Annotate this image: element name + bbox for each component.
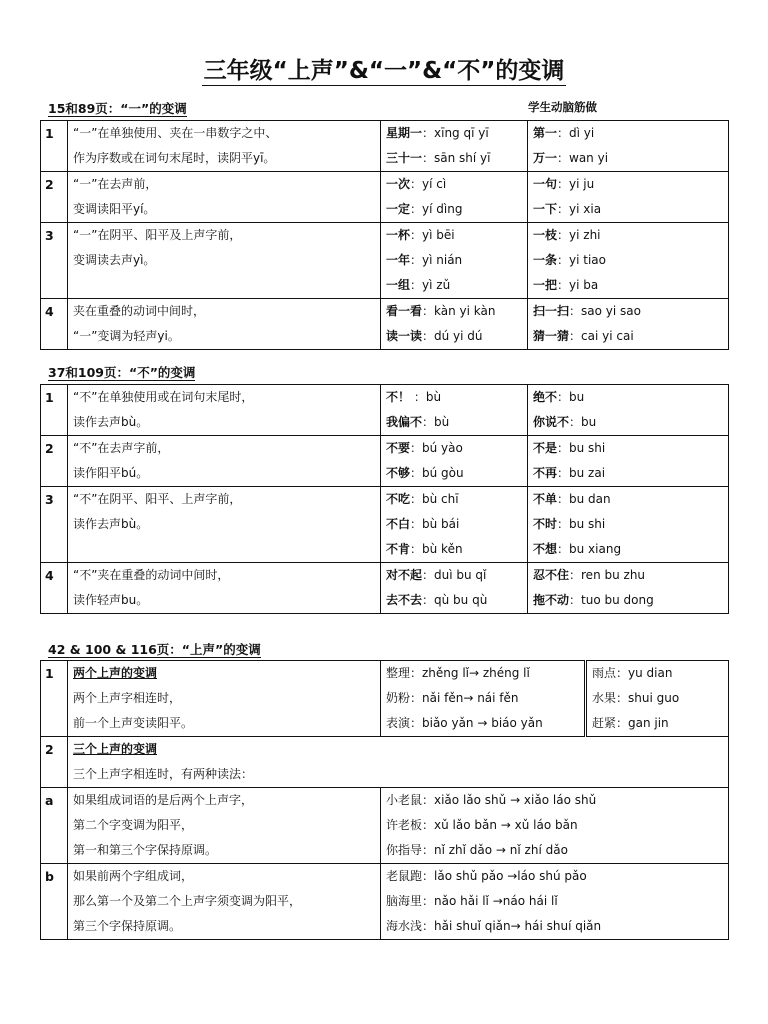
- word: 不再: [533, 466, 558, 480]
- example-cell: 小老鼠：xiǎo lǎo shǔ → xiǎo láo shǔ 许老板：xǔ lǎo bǎn → xǔ láo bǎn 你指导：nǐ zhǐ dǎo → nǐ zhí dǎo: [381, 788, 729, 864]
- row-number: 4: [41, 563, 68, 614]
- pinyin: ：bù kěn: [410, 542, 463, 556]
- exercise-cell: [528, 299, 729, 350]
- row-number: 1: [41, 385, 68, 436]
- pinyin: ：ren bu zhu: [569, 568, 646, 582]
- word: 一枝: [533, 228, 558, 242]
- word: 不！: [386, 390, 411, 404]
- exercise-cell: [528, 436, 729, 487]
- pinyin: ：yi xia: [557, 202, 602, 216]
- rule-cell: 如果组成词语的是后两个上声字， 第二个字变调为阳平， 第一和第三个字保持原调。: [68, 788, 381, 864]
- word: 星期一: [386, 126, 423, 140]
- word: 一杯: [386, 228, 411, 242]
- row-number: 2: [41, 172, 68, 223]
- table-row: [41, 121, 729, 172]
- pinyin: ：yí dìng: [410, 202, 463, 216]
- word: 一次: [386, 177, 411, 191]
- pinyin: ：kàn yi kàn: [422, 304, 496, 318]
- rule-cell: “一”在去声前， 变调读阳平yí。: [68, 172, 381, 223]
- rule-cell: “不”在单独使用或在词句末尾时， 读作去声bù。: [68, 385, 381, 436]
- example-cell: [381, 172, 528, 223]
- table-row: [41, 172, 729, 223]
- example-cell: [381, 487, 528, 563]
- table-yi: [40, 120, 729, 350]
- word: 扫一扫: [533, 304, 570, 318]
- pinyin: ：bù: [410, 390, 442, 404]
- rule-cell: 夹在重叠的动词中间时， “一”变调为轻声yi。: [68, 299, 381, 350]
- pinyin: ：bu dan: [557, 492, 611, 506]
- table-row: [41, 661, 729, 737]
- word: 不吃: [386, 492, 411, 506]
- row-number: 3: [41, 223, 68, 299]
- word: 一条: [533, 253, 558, 267]
- example-cell: [381, 436, 528, 487]
- pinyin: ：sao yi sao: [569, 304, 641, 318]
- exercise-cell: 雨点：yu dian 水果：shui guo 赶紧：gan jin: [586, 661, 729, 737]
- pinyin: ：xīng qī yī: [422, 126, 489, 140]
- exercise-cell: [528, 385, 729, 436]
- word: 我偏不: [386, 415, 423, 429]
- section-heading-bu: 37和109页：“不”的变调: [48, 365, 196, 380]
- exercise-cell: [528, 223, 729, 299]
- word: 三十一: [386, 151, 423, 165]
- page-title: 三年级“上声”&“一”&“不”的变调: [203, 58, 565, 84]
- table-row: [41, 487, 729, 563]
- pinyin: ：dì yi: [557, 126, 595, 140]
- word: 对不起: [386, 568, 423, 582]
- table-row: [41, 737, 729, 788]
- word: 不想: [533, 542, 558, 556]
- word: 一下: [533, 202, 558, 216]
- row-number: 2: [41, 737, 68, 788]
- word: 读一读: [386, 329, 423, 343]
- word: 一句: [533, 177, 558, 191]
- pinyin: ：bú yào: [410, 441, 463, 455]
- word: 不要: [386, 441, 411, 455]
- row-number: 1: [41, 661, 68, 737]
- row-number: 1: [41, 121, 68, 172]
- example-cell: [381, 563, 528, 614]
- table-row: [41, 385, 729, 436]
- word: 一组: [386, 278, 411, 292]
- pinyin: ：bu xiang: [557, 542, 622, 556]
- pinyin: ：dú yi dú: [422, 329, 483, 343]
- pinyin: ：yi zhi: [557, 228, 601, 242]
- exercise-cell: [528, 563, 729, 614]
- table-shangsheng: [40, 660, 729, 940]
- pinyin: ：bú gòu: [410, 466, 464, 480]
- rule-cell: 两个上声的变调 两个上声字相连时， 前一个上声变读阳平。: [68, 661, 381, 737]
- word: 不时: [533, 517, 558, 531]
- exercise-cell: [528, 487, 729, 563]
- word: 万一: [533, 151, 558, 165]
- table-row: [41, 563, 729, 614]
- word: 不肯: [386, 542, 411, 556]
- rule-cell: “不”在去声字前， 读作阳平bú。: [68, 436, 381, 487]
- pinyin: ：yì zǔ: [410, 278, 451, 292]
- rule-cell: “一”在阴平、阳平及上声字前， 变调读去声yì。: [68, 223, 381, 299]
- pinyin: ：wan yi: [557, 151, 609, 165]
- row-number: 2: [41, 436, 68, 487]
- pinyin: ：duì bu qǐ: [422, 568, 487, 582]
- word: 不够: [386, 466, 411, 480]
- word: 一年: [386, 253, 411, 267]
- table-row: [41, 223, 729, 299]
- pinyin: ：bu: [557, 390, 585, 404]
- example-cell: [381, 299, 528, 350]
- section-heading-shangsheng: 42 & 100 & 116页：“上声”的变调: [48, 642, 261, 657]
- row-number: a: [41, 788, 68, 864]
- table-row: [41, 299, 729, 350]
- pinyin: ：tuo bu dong: [569, 593, 654, 607]
- example-cell: [381, 121, 528, 172]
- word: 一定: [386, 202, 411, 216]
- pinyin: ：bù chī: [410, 492, 459, 506]
- pinyin: ：yi ju: [557, 177, 595, 191]
- rule-cell: “不”在阴平、阳平、上声字前， 读作去声bù。: [68, 487, 381, 563]
- table-row: [41, 864, 729, 940]
- section-heading-yi: 15和89页：“一”的变调: [48, 101, 187, 116]
- pinyin: ：yi tiao: [557, 253, 607, 267]
- word: 去不去: [386, 593, 423, 607]
- pinyin: ：bù: [422, 415, 450, 429]
- pinyin: ：qù bu qù: [422, 593, 488, 607]
- pinyin: ：bu: [569, 415, 597, 429]
- exercise-cell: [528, 172, 729, 223]
- rule-cell: “一”在单独使用、夹在一串数字之中、 作为序数或在词句末尾时，读阴平yī。: [68, 121, 381, 172]
- pinyin: ：sān shí yī: [422, 151, 491, 165]
- word: 不是: [533, 441, 558, 455]
- word: 绝不: [533, 390, 558, 404]
- pinyin: ：cai yi cai: [569, 329, 634, 343]
- example-cell: 整理：zhěng lǐ→ zhéng lǐ 奶粉：nǎi fěn→ nái fěn 表演：biǎo yǎn → biáo yǎn: [381, 661, 586, 737]
- pinyin: ：bu shi: [557, 441, 606, 455]
- exercise-cell: [528, 121, 729, 172]
- row-number: b: [41, 864, 68, 940]
- word: 第一: [533, 126, 558, 140]
- pinyin: ：bu zai: [557, 466, 606, 480]
- pinyin: ：bu shi: [557, 517, 606, 531]
- word: 忍不住: [533, 568, 570, 582]
- word: 猜一猜: [533, 329, 570, 343]
- pinyin: ：yì nián: [410, 253, 463, 267]
- word: 看一看: [386, 304, 423, 318]
- word: 不白: [386, 517, 411, 531]
- pinyin: ：yì bēi: [410, 228, 455, 242]
- table-bu: [40, 384, 729, 614]
- pinyin: ：yí cì: [410, 177, 447, 191]
- table-row: [41, 436, 729, 487]
- word: 拖不动: [533, 593, 570, 607]
- table-row: [41, 788, 729, 864]
- example-cell: 老鼠跑：lǎo shǔ pǎo →láo shú pǎo 脑海里：nǎo hǎi lǐ →náo hái lǐ 海水浅：hǎi shuǐ qiǎn→ hái shuí qiǎn: [381, 864, 729, 940]
- word: 你说不: [533, 415, 570, 429]
- example-cell: [381, 385, 528, 436]
- pinyin: ：bù bái: [410, 517, 460, 531]
- hint-label: 学生动脑筋做: [528, 100, 597, 114]
- pinyin: ：yi ba: [557, 278, 599, 292]
- word: 一把: [533, 278, 558, 292]
- example-cell: [381, 223, 528, 299]
- row-number: 3: [41, 487, 68, 563]
- rule-cell: 三个上声的变调 三个上声字相连时，有两种读法：: [68, 737, 729, 788]
- word: 不单: [533, 492, 558, 506]
- row-number: 4: [41, 299, 68, 350]
- rule-cell: “不”夹在重叠的动词中间时， 读作轻声bu。: [68, 563, 381, 614]
- rule-cell: 如果前两个字组成词， 那么第一个及第二个上声字须变调为阳平， 第三个字保持原调。: [68, 864, 381, 940]
